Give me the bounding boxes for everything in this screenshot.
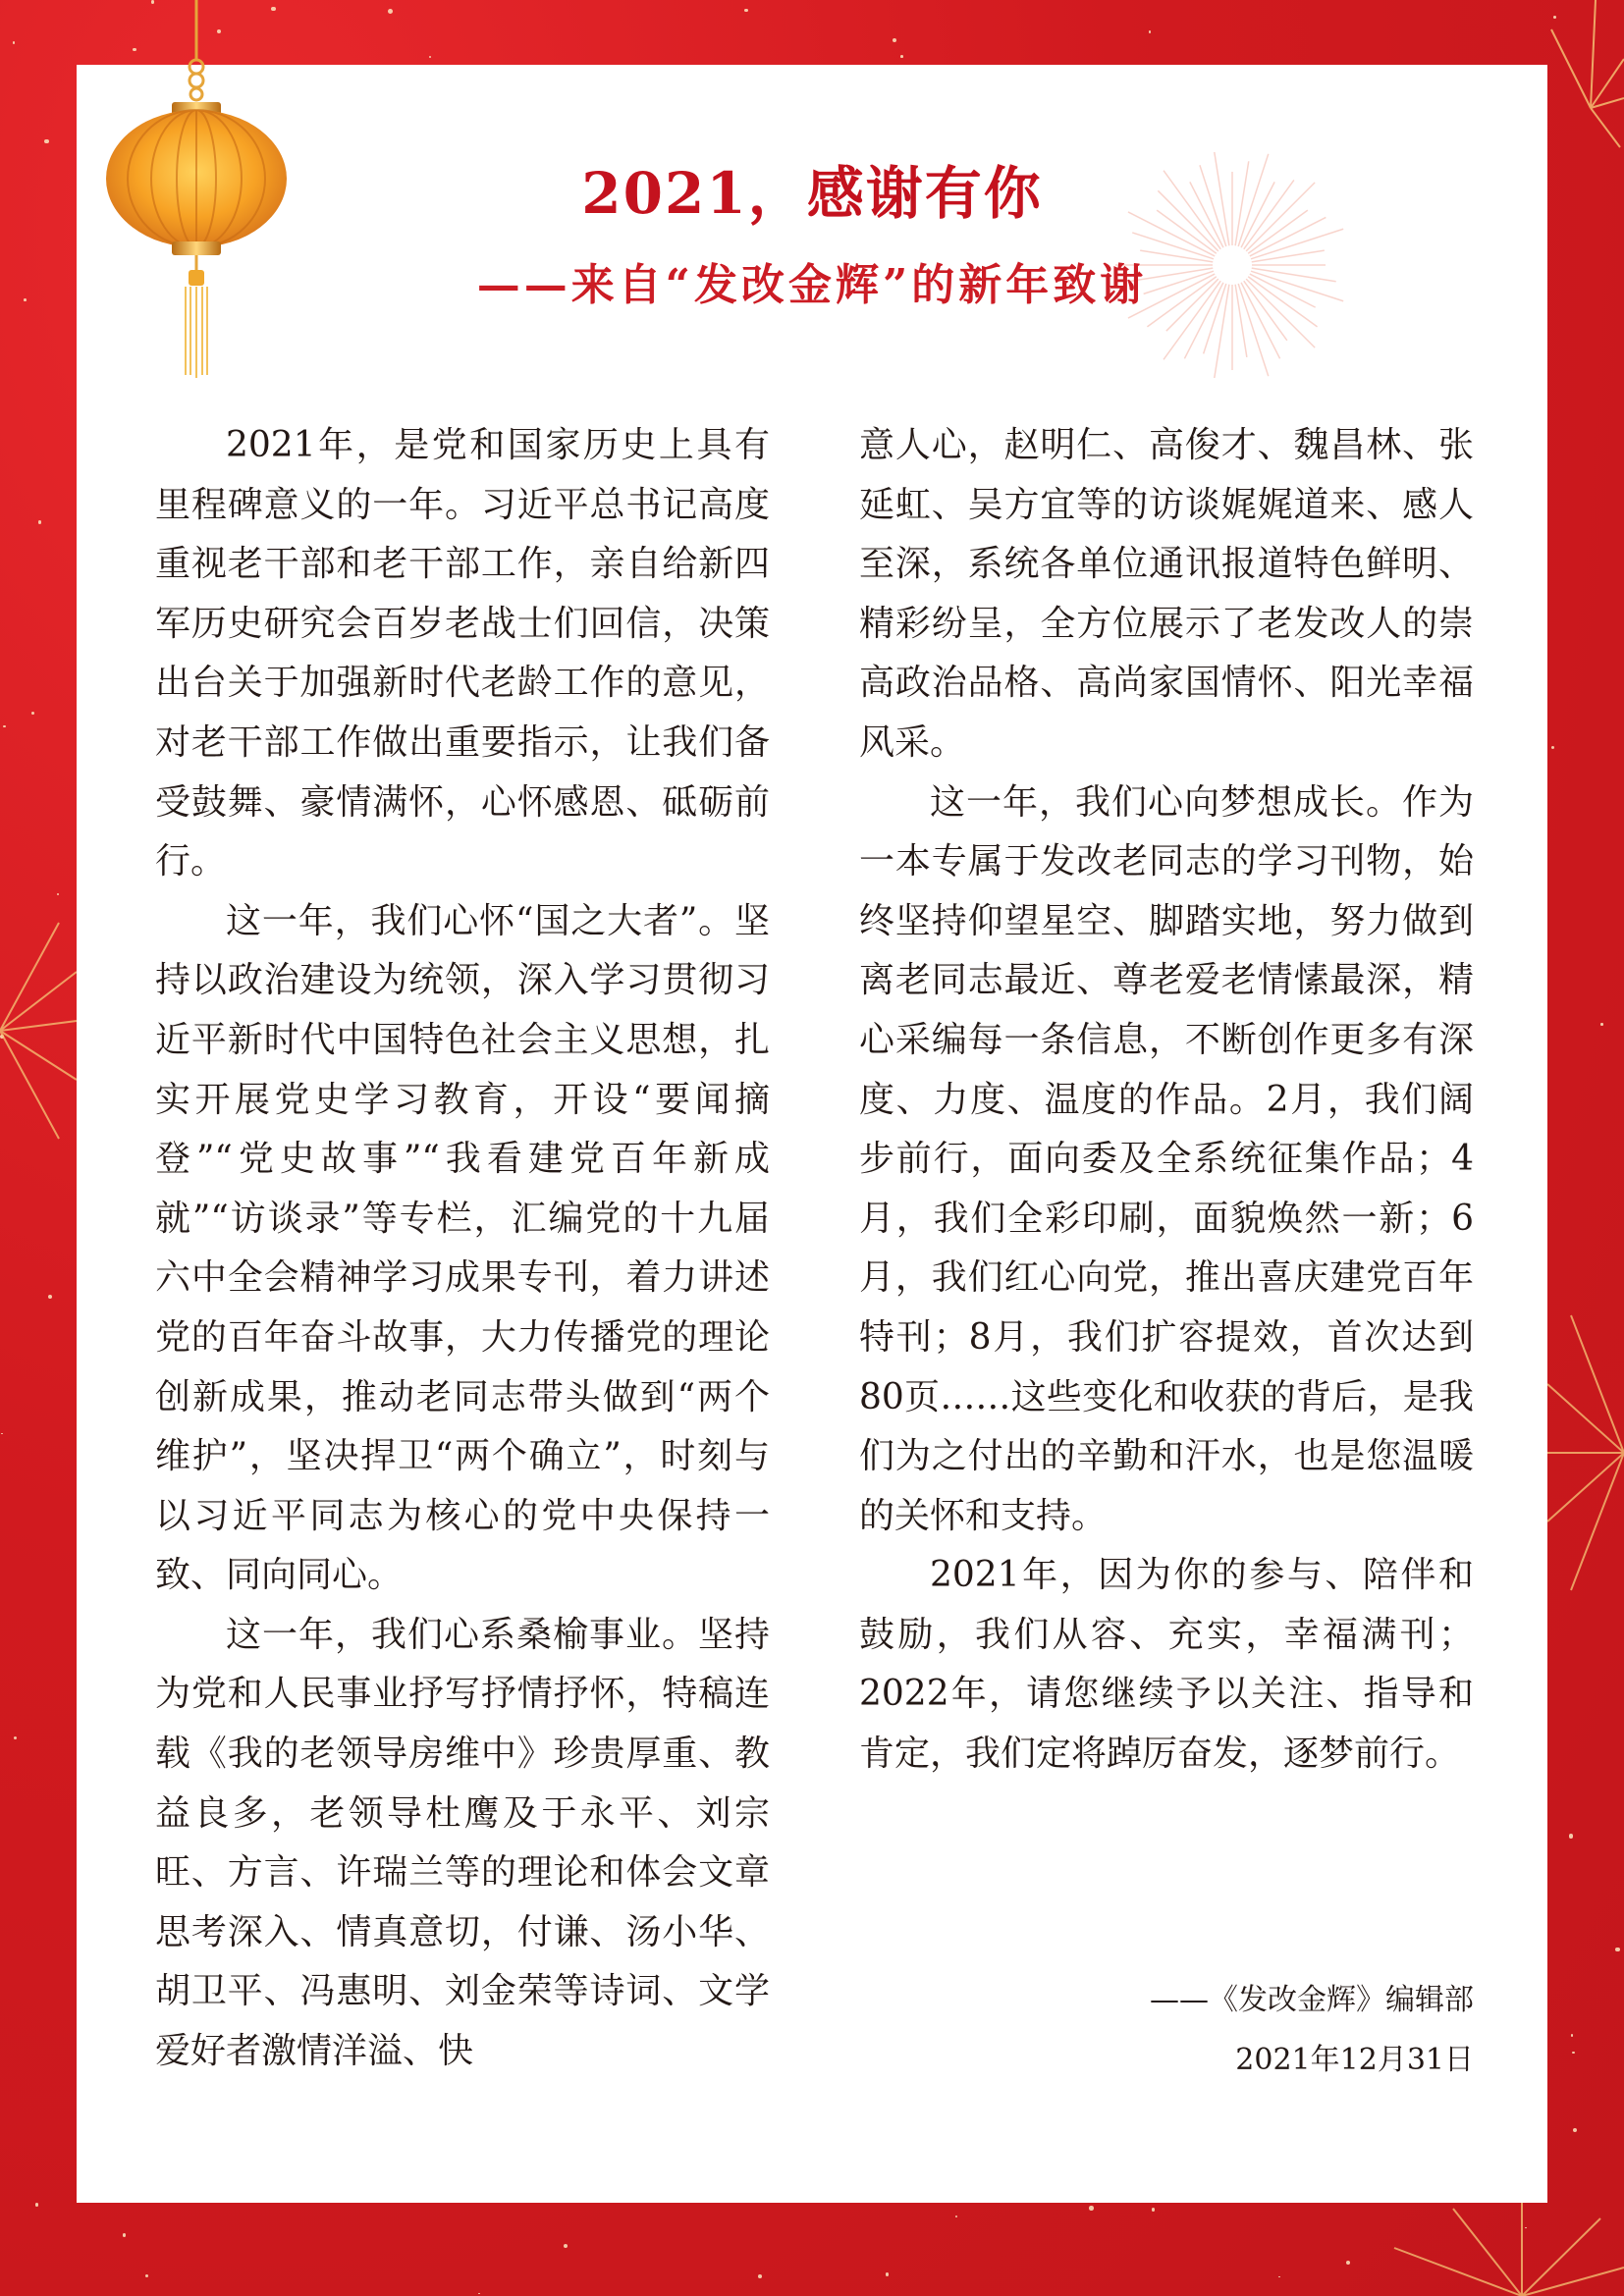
sparkle — [1525, 2227, 1527, 2229]
sparkle — [13, 41, 15, 43]
sparkle — [478, 2293, 480, 2295]
sparkle — [388, 9, 393, 14]
sparkle — [564, 2244, 568, 2248]
sparkle — [44, 139, 48, 143]
sparkle — [3, 725, 6, 728]
sparkle — [14, 1736, 17, 1739]
sparkle — [955, 2216, 957, 2217]
sparkle — [38, 520, 41, 523]
sparkle — [1089, 2206, 1094, 2211]
editorial-signature: ——《发改金辉》编辑部 — [1150, 1983, 1474, 2017]
sparkle — [893, 38, 896, 42]
firework-icon — [0, 883, 79, 1178]
paragraph-continuation: 意人心，赵明仁、高俊才、魏昌林、张延虹、吴方宜等的访谈娓娓道来、感人至深，系统各单位通讯报道特色鲜明、精彩纷呈，全方位展示了老发改人的崇高政治品格、高尚家国情怀、阳光幸福风采。 — [859, 425, 1474, 763]
sparkle — [1600, 1023, 1602, 1025]
sparkle — [1553, 16, 1556, 19]
sparkle — [1573, 2128, 1578, 2133]
sparkle — [1, 1433, 3, 1435]
sparkle — [123, 2233, 126, 2236]
sparkle — [758, 2274, 762, 2278]
sparkle — [48, 1295, 52, 1299]
sparkle — [429, 56, 431, 58]
sparkle — [31, 712, 35, 716]
sparkle — [57, 893, 59, 895]
sparkle — [1615, 1948, 1619, 1951]
sparkle — [744, 9, 748, 13]
sparkle — [1571, 2034, 1574, 2037]
paragraph: 这一年，我们心怀“国之大者”。坚持以政治建设为统领，深入学习贯彻习近平新时代中国特色社会主义思想，扎实开展党史学习教育，开设“要闻摘登”“党史故事”“我看建党百年新成就”“访谈录”等专栏，汇编党的十九届六中全会精神学习成果专刊，着力讲述党的百年奋斗故事，大力传播党的理论创新成果，推动老同志带头做到“两个维护”，坚决捍卫“两个确立”，时刻与以习近平同志为核心的党中央保持一致、同向同心。 — [155, 900, 770, 1596]
sparkle — [886, 2272, 890, 2276]
paragraph: 2021年，是党和国家历史上具有里程碑意义的一年。习近平总书记高度重视老干部和老干部工作，亲自给新四军历史研究会百岁老战士们回信，决策出台关于加强新时代老龄工作的意见，对老干部工作做出重要指示，让我们备受鼓舞、豪情满怀，心怀感恩、砥砺前行。 — [155, 425, 770, 882]
paragraph: 这一年，我们心系桑榆事业。坚持为党和人民事业抒写抒情抒怀，特稿连载《我的老领导房维中》珍贵厚重、教益良多，老领导杜鹰及于永平、刘宗旺、方言、许瑞兰等的理论和体会文章思考深入、情真意切，付谦、汤小华、胡卫平、冯惠明、刘金荣等诗词、文学爱好者激情洋溢、快 — [155, 1614, 770, 2072]
sparkle — [35, 2203, 38, 2206]
right-column — [859, 416, 1474, 1785]
sparkle — [1551, 746, 1554, 749]
sparkle — [1152, 2208, 1156, 2212]
sparkle — [900, 55, 903, 58]
signature-date: 2021年12月31日 — [1235, 2043, 1474, 2077]
page-title: 2021，感谢有你 — [581, 160, 1043, 227]
paragraph: 这一年，我们心向梦想成长。作为一本专属于发改老同志的学习刊物，始终坚持仰望星空、脚踏实地，努力做到离老同志最近、尊老爱老情愫最深，精心采编每一条信息，不断创作更多有深度、力度、温度的作品。2月，我们阔步前行，面向委及全系统征集作品；4月，我们全彩印刷，面貌焕然一新；6月，我们红心向党，推出喜庆建党百年特刊；8月，我们扩容提效，首次达到80页……这些变化和收获的背后，是我们为之付出的辛勤和汗水，也是您温暖的关怀和支持。 — [859, 781, 1474, 1536]
paragraph: 2021年，因为你的参与、陪伴和鼓励，我们从容、充实，幸福满刊；2022年，请您继续予以关注、指导和肯定，我们定将踔厉奋发，逐梦前行。 — [859, 1555, 1474, 1775]
firework-icon — [1542, 1276, 1624, 1629]
left-column — [155, 416, 770, 2082]
sparkle — [1569, 1834, 1574, 1839]
sparkle — [1278, 2276, 1280, 2278]
sparkle — [0, 1035, 4, 1039]
sparkle — [1149, 30, 1151, 32]
sparkle — [1572, 2052, 1574, 2054]
firework-icon — [1276, 2189, 1624, 2296]
sparkle — [1346, 2261, 1350, 2265]
page-subtitle: ——来自“发改金辉”的新年致谢 — [476, 260, 1148, 310]
sparkle — [145, 2274, 148, 2277]
